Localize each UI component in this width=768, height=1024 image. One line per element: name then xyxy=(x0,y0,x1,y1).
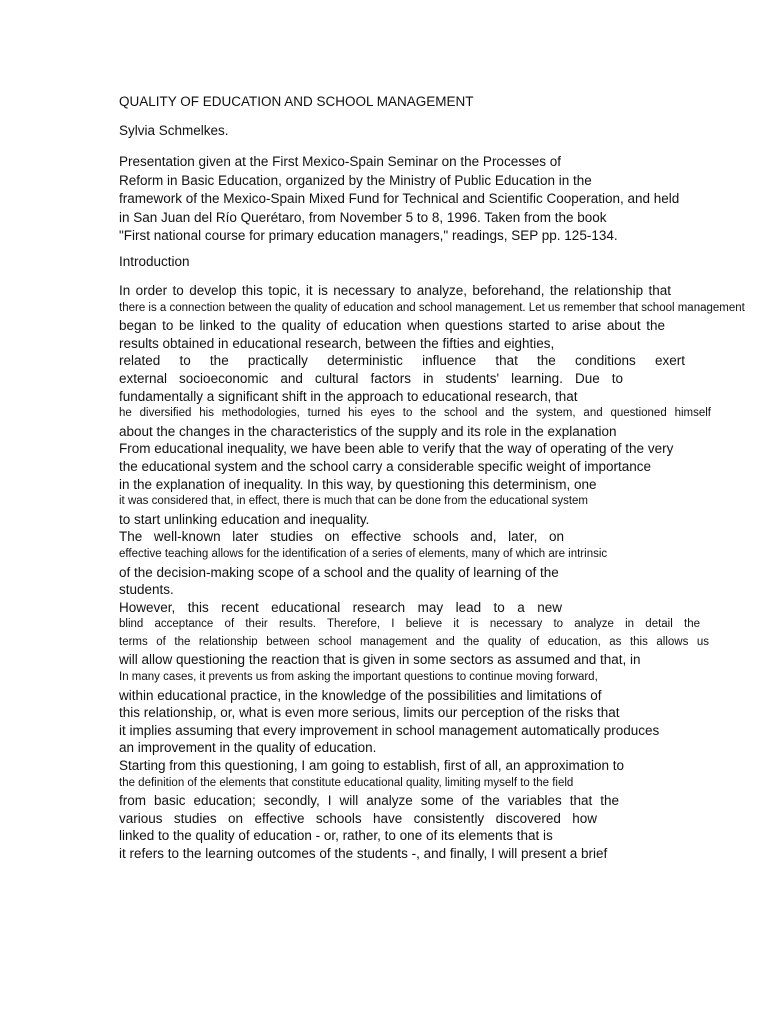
body-line: will allow questioning the reaction that is given in some sectors as assumed and that, in xyxy=(119,652,641,668)
body-line: of the decision-making scope of a school and the quality of learning of the xyxy=(119,564,559,580)
body-line: he diversified his methodologies, turned his eyes to the school and the system, and questioned himself xyxy=(119,407,711,420)
author-name: Sylvia Schmelkes. xyxy=(119,123,229,138)
body-line: it was considered that, in effect, there is much that can be done from the educational system xyxy=(119,495,588,508)
body-line: fundamentally a significant shift in the approach to educational research, that xyxy=(119,388,578,404)
body-line: The well-known later studies on effective schools and, later, on xyxy=(119,529,564,545)
body-line: it refers to the learning outcomes of the students -, and finally, I will present a brief xyxy=(119,846,608,861)
body-line: the educational system and the school carry a considerable specific weight of importance xyxy=(119,458,652,474)
body-line: to start unlinking education and inequality. xyxy=(119,511,370,527)
body-line: about the changes in the characteristics of the supply and its role in the explanation xyxy=(119,423,617,439)
body-line: related to the practically deterministic influence that the conditions exert xyxy=(119,353,685,369)
presentation-line: Presentation given at the First Mexico-Spain Seminar on the Processes of xyxy=(119,154,561,169)
section-heading: Introduction xyxy=(119,254,190,269)
body-line: In order to develop this topic, it is necessary to analyze, beforehand, the relationship that xyxy=(119,283,671,298)
body-line: various studies on effective schools have consistently discovered how xyxy=(119,810,597,826)
body-line: blind acceptance of their results. Therefore, I believe it is necessary to analyze in detail the xyxy=(119,618,700,631)
body-line: it implies assuming that every improvement in school management automatically produces xyxy=(119,722,660,738)
body-line: an improvement in the quality of education. xyxy=(119,740,377,756)
body-line: Starting from this questioning, I am going to establish, first of all, an approximation to xyxy=(119,758,625,774)
body-line: there is a connection between the quality of education and school management. Let us remember that school management xyxy=(119,301,745,314)
presentation-line: in San Juan del Río Querétaro, from November 5 to 8, 1996. Taken from the book xyxy=(119,209,607,225)
body-line: this relationship, or, what is even more serious, limits our perception of the risks that xyxy=(119,705,620,721)
body-line: students. xyxy=(119,582,174,598)
body-line: began to be linked to the quality of education when questions started to arise about the xyxy=(119,318,665,334)
body-line: terms of the relationship between school management and the quality of education, as this allows us xyxy=(119,635,709,648)
body-line: However, this recent educational research may lead to a new xyxy=(119,599,562,615)
body-line: within educational practice, in the knowledge of the possibilities and limitations of xyxy=(119,687,602,703)
presentation-line: framework of the Mexico-Spain Mixed Fund for Technical and Scientific Cooperation, and held xyxy=(119,191,680,207)
body-line: effective teaching allows for the identification of a series of elements, many of which are intrinsic xyxy=(119,547,608,560)
body-line: in the explanation of inequality. In this way, by questioning this determinism, one xyxy=(119,476,597,492)
body-line: linked to the quality of education - or, rather, to one of its elements that is xyxy=(119,828,553,844)
presentation-line: Reform in Basic Education, organized by the Ministry of Public Education in the xyxy=(119,172,592,188)
presentation-line: "First national course for primary education managers," readings, SEP pp. 125-134. xyxy=(119,228,618,244)
body-line: from basic education; secondly, I will analyze some of the variables that the xyxy=(119,793,619,809)
presentation-note xyxy=(119,153,719,246)
body-line: external socioeconomic and cultural factors in students' learning. Due to xyxy=(119,370,623,386)
body-line: From educational inequality, we have been able to verify that the way of operating of the very xyxy=(119,441,674,457)
body-line: results obtained in educational research, between the fifties and eighties, xyxy=(119,335,555,351)
document-title: QUALITY OF EDUCATION AND SCHOOL MANAGEMENT xyxy=(119,94,474,109)
body-text xyxy=(119,282,745,863)
body-line: In many cases, it prevents us from asking the important questions to continue moving forward, xyxy=(119,671,598,684)
body-line: the definition of the elements that constitute educational quality, limiting myself to the field xyxy=(119,776,574,789)
